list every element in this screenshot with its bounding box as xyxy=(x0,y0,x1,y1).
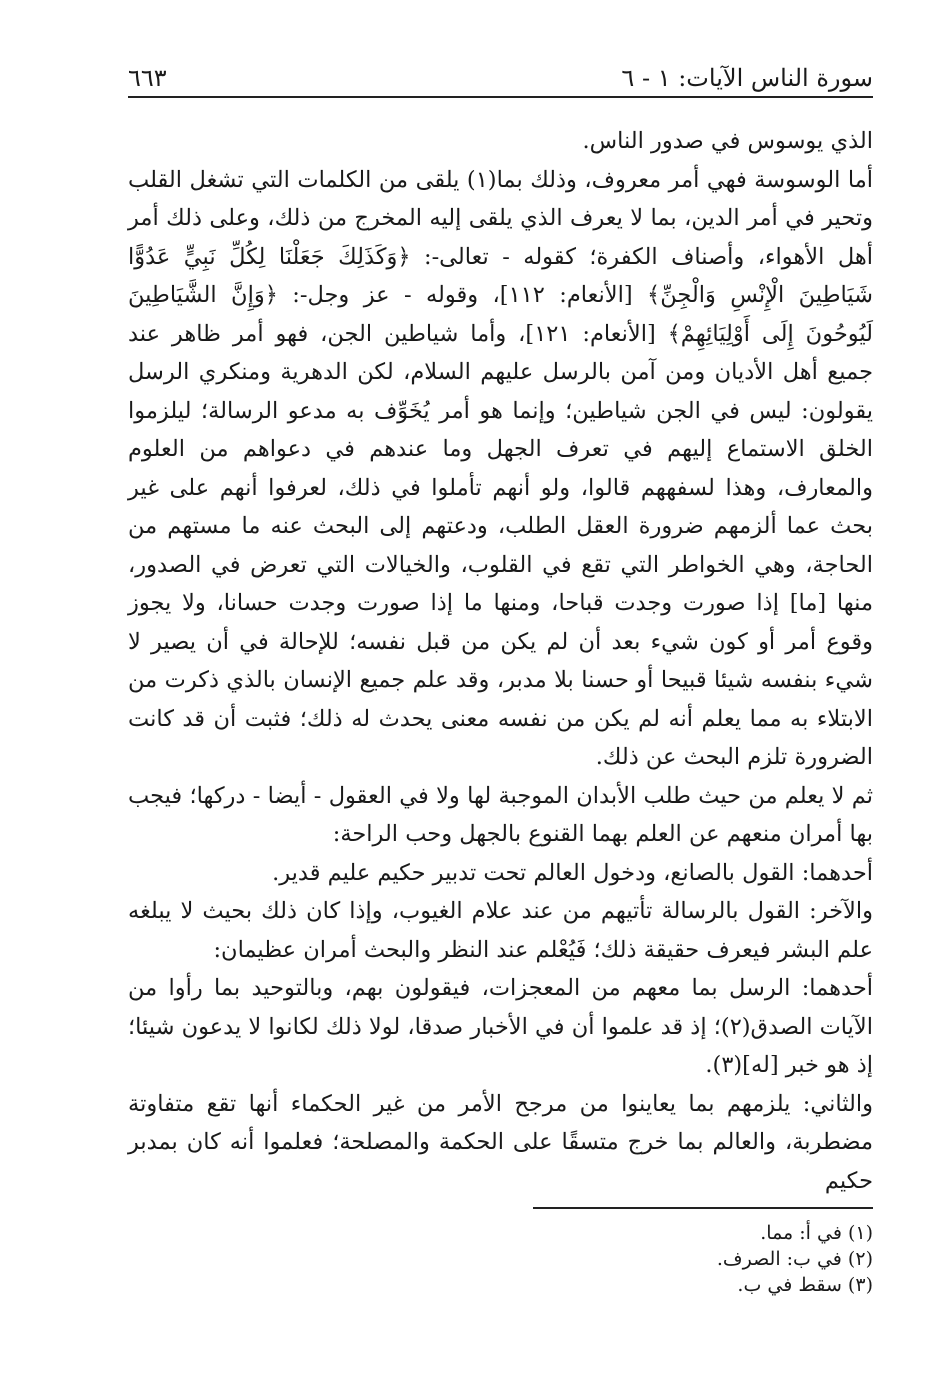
page-number: ٦٦٣ xyxy=(128,64,167,92)
paragraph: أحدهما: القول بالصانع، ودخول العالم تحت تدبير حكيم عليم قدير. xyxy=(272,859,873,886)
footnote-rule xyxy=(533,1207,873,1209)
paragraph: والثاني: يلزمهم بما يعاينوا من مرجح الأمر من غير الحكماء أنها تقع متفاوتة مضطربة، والعالم بما خرج متسقًا على الحكمة والمصلحة؛ فعلموا أنه كان بمدبر حكيم xyxy=(128,1090,873,1194)
footnote: (١) في أ: مما. xyxy=(760,1222,873,1244)
paragraph: والآخر: القول بالرسالة تأتيهم من عند علام الغيوب، وإذا كان ذلك بحيث لا يبلغه علم البشر فيعرف حقيقة ذلك؛ فَيُعْلم عند النظر والبحث أمران عظيمان: xyxy=(128,898,873,963)
footnote: (٢) في ب: الصرف. xyxy=(716,1248,873,1270)
running-header xyxy=(128,62,873,92)
paragraph: ثم لا يعلم من حيث طلب الأبدان الموجبة لها ولا في العقول - أيضا - دركها؛ فيجب بها أمران منعهم عن العلم بهما القنوع بالجهل وحب الراحة: xyxy=(128,782,873,847)
chapter-title: سورة الناس الآيات: ١ - ٦ xyxy=(621,64,873,92)
footnotes xyxy=(373,1220,873,1298)
paragraph: الذي يوسوس في صدور الناس. xyxy=(582,128,873,154)
footnote: (٣) سقط في ب. xyxy=(737,1274,873,1296)
main-text xyxy=(128,122,873,1200)
paragraph: أحدهما: الرسل بما معهم من المعجزات، فيقولون بهم، وبالتوحيد بما رأوا من الآيات الصدق(٢)؛ إذ قد علموا أن في الأخبار صدقا، لولا ذلك لكانوا لا يدعون شيئا؛ إذ هو خبر [له](٣). xyxy=(128,975,874,1078)
paragraph: أما الوسوسة فهي أمر معروف، وذلك بما(١) يلقى من الكلمات التي تشغل القلب وتحير في أمر الدين، بما لا يعرف الذي يلقى إليه المخرج من ذلك، وعلى ذلك أمر أهل الأهواء، وأصناف الكفرة؛ كقوله - تعالى-: ﴿وَكَذَلِكَ جَعَلْنَا لِكُلِّ نَبِيٍّ عَدُوًّا شَيَاطِينَ الْإِنْسِ وَالْجِنِّ﴾ [الأنعام: ١١٢]، وقوله - عز وجل-: ﴿وَإِنَّ الشَّيَاطِينَ لَيُوحُونَ إِلَى أَوْلِيَائِهِمْ﴾ [الأنعام: ١٢١]، وأما شياطين الجن، فهو أمر ظاهر عند جميع أهل الأديان ومن آمن بالرسل عليهم السلام، لكن الدهرية ومنكري الرسل يقولون: ليس في الجن شياطين؛ وإنما هو أمر يُخَوِّف به مدعو الرسالة؛ ليلزموا الخلق الاستماع إليهم في تعرف الجهل وما عندهم في دعواهم من العلوم والمعارف، وهذا لسفههم قالوا، ولو أنهم تأملوا في ذلك، لعرفوا أنهم على غير بحث عما ألزمهم ضرورة العقل الطلب، ودعتهم إلى البحث عنه ما مستهم من الحاجة، وهي الخواطر التي تقع في القلوب، والخيالات التي تعرض في الصدور، منها [ما] إذا صورت وجدت قباحا، ومنها ما إذا صورت وجدت حسانا، ولا يجوز وقوع أمر أو كون شيء بعد أن لم يكن من قبل نفسه؛ للإحالة في أن يصير لا شيء بنفسه شيئا قبيحا أو حسنا بلا مدبر، وقد علم جميع الإنسان بالذي ذكرت من الابتلاء به مما يعلم أنه لم يكن من نفسه معنى يحدث له ذلك؛ فثبت أن قد كانت الضرورة تلزم البحث عن ذلك. xyxy=(128,166,874,770)
header-rule xyxy=(128,96,873,98)
